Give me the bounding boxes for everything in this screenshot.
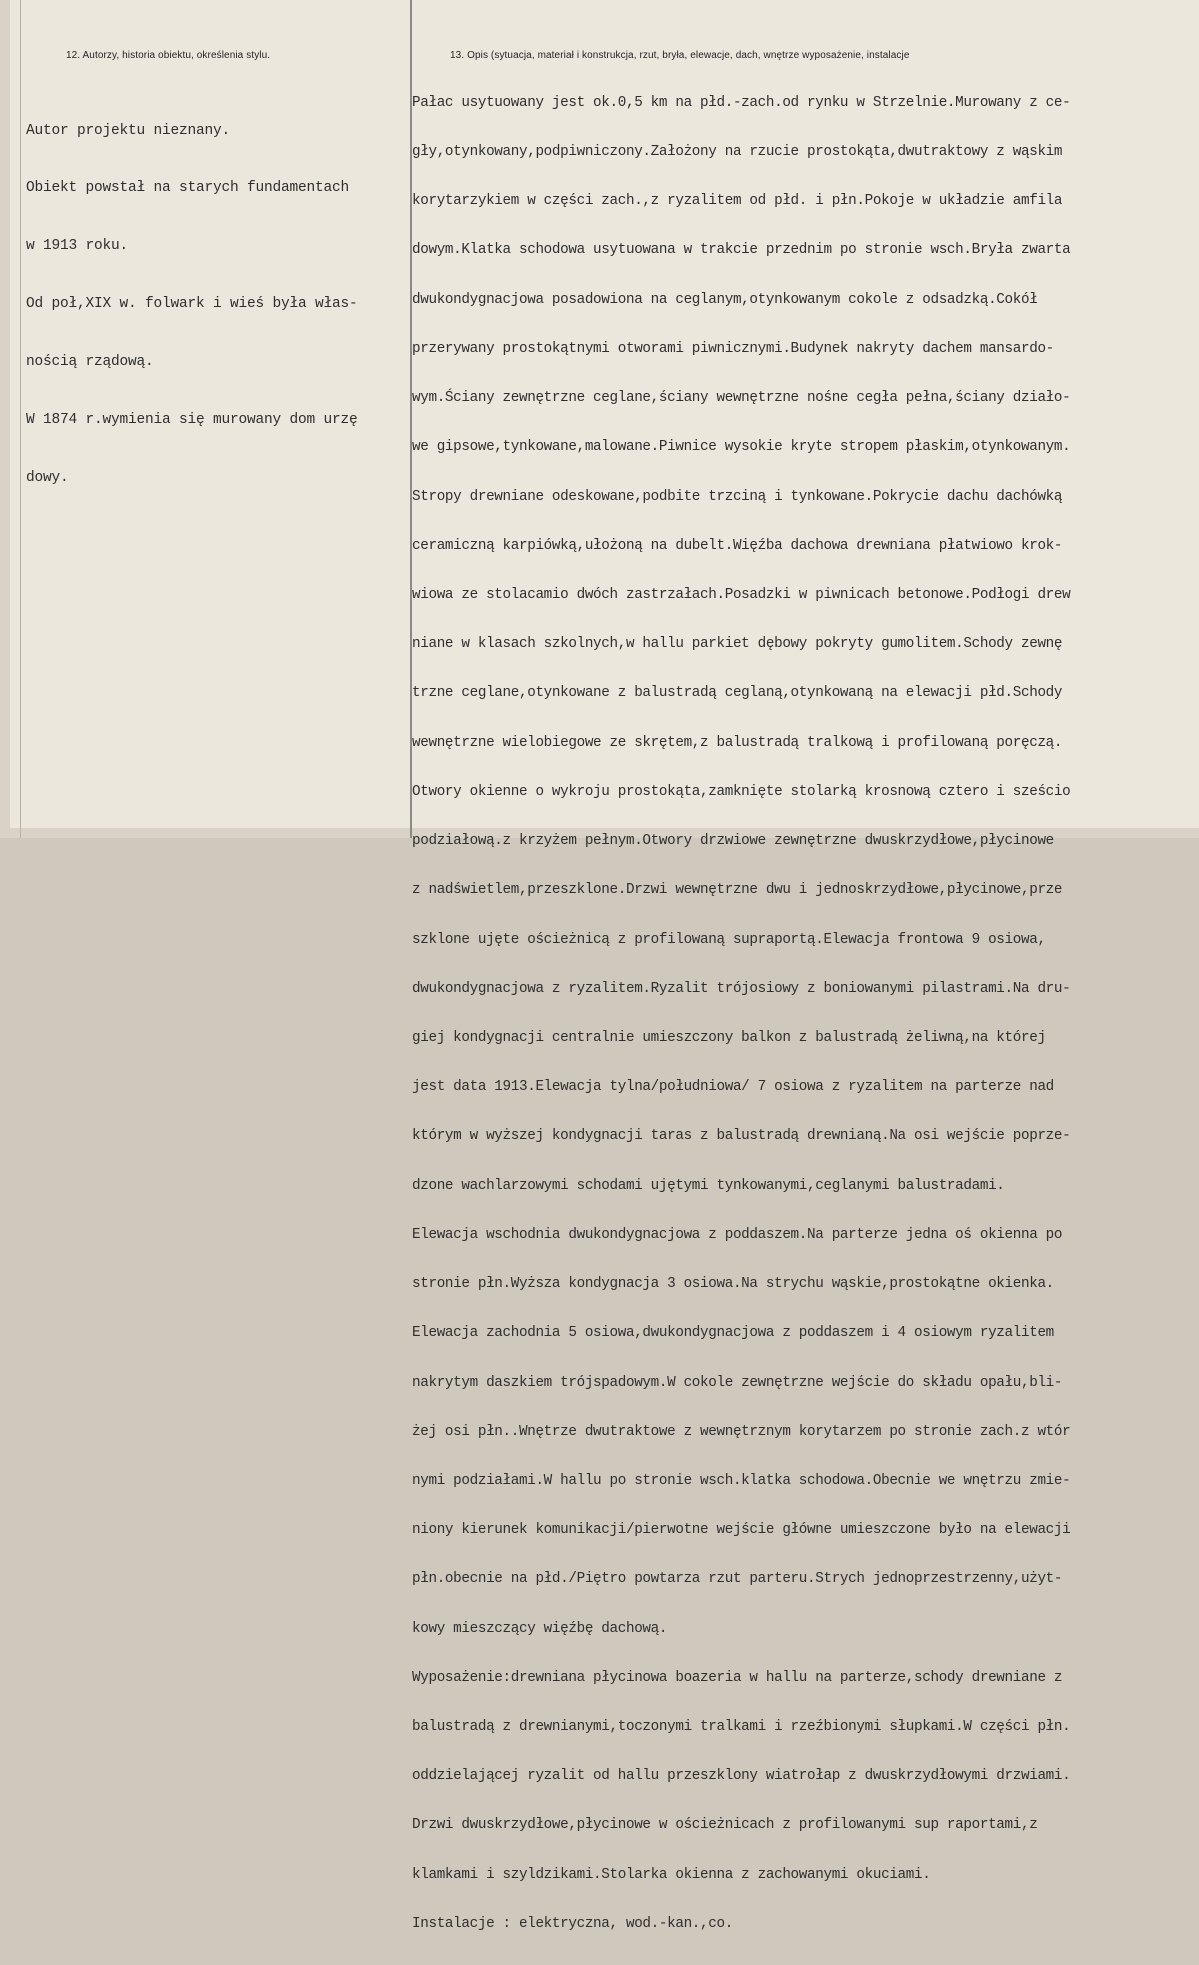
typed-line: wym.Ściany zewnętrzne ceglane,ściany wewnętrzne nośne cegła pełna,ściany działo- [412, 390, 1071, 407]
typed-line: Elewacja wschodnia dwukondygnacjowa z poddaszem.Na parterze jedna oś okienna po [412, 1226, 1063, 1243]
card-edge-line [20, 0, 21, 838]
typed-line: żej osi płn..Wnętrze dwutraktowe z wewnętrznym korytarzem po stronie zach.z wtór [412, 1423, 1071, 1440]
typed-line: kowy mieszczący więźbę dachową. [412, 1620, 668, 1637]
typed-line: we gipsowe,tynkowane,malowane.Piwnice wysokie kryte stropem płaskim,otynkowanym. [412, 439, 1071, 456]
typed-line: Drzwi dwuskrzydłowe,płycinowe w ościeżnicach z profilowanymi sup raportami,z [412, 1817, 1038, 1834]
typed-line: Instalacje : elektryczna, wod.-kan.,co. [412, 1915, 733, 1932]
typed-line: nością rządową. [26, 354, 154, 371]
section-12-header: 12. Autorzy, historia obiektu, określenia stylu. [66, 50, 271, 61]
typed-line: dzone wachlarzowymi schodami ujętymi tynkowanymi,ceglanymi balustradami. [412, 1177, 1005, 1194]
typed-line: w 1913 roku. [26, 238, 129, 255]
typed-line: wewnętrzne wielobiegowe ze skrętem,z balustradą tralkową i profilowaną poręczą. [412, 734, 1063, 751]
typed-line: Pałac usytuowany jest ok.0,5 km na płd.-zach.od rynku w Strzelnie.Murowany z ce- [412, 94, 1071, 111]
typed-line: którym w wyższej kondygnacji taras z balustradą drewnianą.Na osi wejście poprze- [412, 1128, 1071, 1145]
typed-line: Stropy drewniane odeskowane,podbite trzciną i tynkowane.Pokrycie dachu dachówką [412, 488, 1063, 505]
typed-line: nymi podziałami.W hallu po stronie wsch.klatka schodowa.Obecnie we wnętrzu zmie- [412, 1472, 1071, 1489]
typed-line: stronie płn.Wyższa kondygnacja 3 osiowa.Na strychu wąskie,prostokątne okienka. [412, 1276, 1054, 1293]
typed-line: oddzielającej ryzalit od hallu przeszklony wiatrołap z dwuskrzydłowymi drzwiami. [412, 1768, 1071, 1785]
typed-line: przerywany prostokątnymi otworami piwnicznymi.Budynek nakryty dachem mansardo- [412, 340, 1054, 357]
typed-line: Otwory okienne o wykroju prostokąta,zamknięte stolarką krosnową cztero i sześcio [412, 783, 1071, 800]
typed-line: korytarzykiem w części zach.,z ryzalitem od płd. i płn.Pokoje w układzie amfila [412, 193, 1063, 210]
typed-line: z nadświetlem,przeszklone.Drzwi wewnętrzne dwu i jednoskrzydłowe,płycinowe,prze [412, 882, 1063, 899]
typed-line: niane w klasach szkolnych,w hallu parkiet dębowy pokryty gumolitem.Schody zewnę [412, 636, 1063, 653]
typed-line: Obiekt powstał na starych fundamentach [26, 180, 350, 197]
typed-line: szklone ujęte ościeżnicą z profilowaną supraportą.Elewacja frontowa 9 osiowa, [412, 931, 1046, 948]
typed-line: ceramiczną karpiówką,ułożoną na dubelt.Więźba dachowa drewniana płatwiowo krok- [412, 537, 1063, 554]
typed-line: nakrytym daszkiem trójspadowym.W cokole zewnętrzne wejście do składu opału,bli- [412, 1374, 1063, 1391]
typed-line: trzne ceglane,otynkowane z balustradą ceglaną,otynkowaną na elewacji płd.Schody [412, 685, 1063, 702]
typed-line: wiowa ze stolacamio dwóch zastrzałach.Posadzki w piwnicach betonowe.Podłogi drew [412, 587, 1071, 603]
typed-line: dwukondygnacjowa posadowiona na ceglanym,otynkowanym cokole z odsadzką.Cokół [412, 291, 1038, 308]
typed-line: gły,otynkowany,podpiwniczony.Założony na rzucie prostokąta,dwutraktowy z wąskim [412, 144, 1063, 161]
typed-line: Wyposażenie:drewniana płycinowa boazeria w hallu na parterze,schody drewniane z [412, 1669, 1063, 1686]
typed-line: giej kondygnacji centralnie umieszczony balkon z balustradą żeliwną,na której [412, 1029, 1046, 1046]
section-13-header: 13. Opis (sytuacja, materiał i konstrukcja, rzut, bryła, elewacje, dach, wnętrze wyposażenie, instalacje [450, 50, 910, 61]
typed-line: płn.obecnie na płd./Piętro powtarza rzut parteru.Strych jednoprzestrzenny,użyt- [412, 1571, 1063, 1588]
typed-line: podziałową.z krzyżem pełnym.Otwory drzwiowe zewnętrzne dwuskrzydłowe,płycinowe [412, 833, 1054, 850]
typed-line: W 1874 r.wymienia się murowany dom urzę [26, 412, 358, 429]
typed-line: Od poł,XIX w. folwark i wieś była włas- [26, 296, 358, 313]
typed-line: niony kierunek komunikacji/pierwotne wejście główne umieszczone było na elewacji [412, 1522, 1071, 1539]
typed-line: dwukondygnacjowa z ryzalitem.Ryzalit trójosiowy z boniowanymi pilastrami.Na dru- [412, 980, 1071, 997]
typed-line: Autor projektu nieznany. [26, 122, 231, 139]
typed-line: balustradą z drewnianymi,toczonymi tralkami i rzeźbionymi słupkami.W części płn. [412, 1719, 1071, 1736]
typed-line: dowy. [26, 469, 69, 486]
authors-history-text [26, 83, 358, 527]
description-text [412, 62, 1070, 1965]
typed-line: jest data 1913.Elewacja tylna/południowa/ 7 osiowa z ryzalitem na parterze nad [412, 1079, 1054, 1096]
typed-line: klamkami i szyldzikami.Stolarka okienna z zachowanymi okuciami. [412, 1866, 931, 1883]
typed-line: dowym.Klatka schodowa usytuowana w trakcie przednim po stronie wsch.Bryła zwarta [412, 242, 1071, 259]
typed-line: Elewacja zachodnia 5 osiowa,dwukondygnacjowa z poddaszem i 4 osiowym ryzalitem [412, 1325, 1054, 1342]
